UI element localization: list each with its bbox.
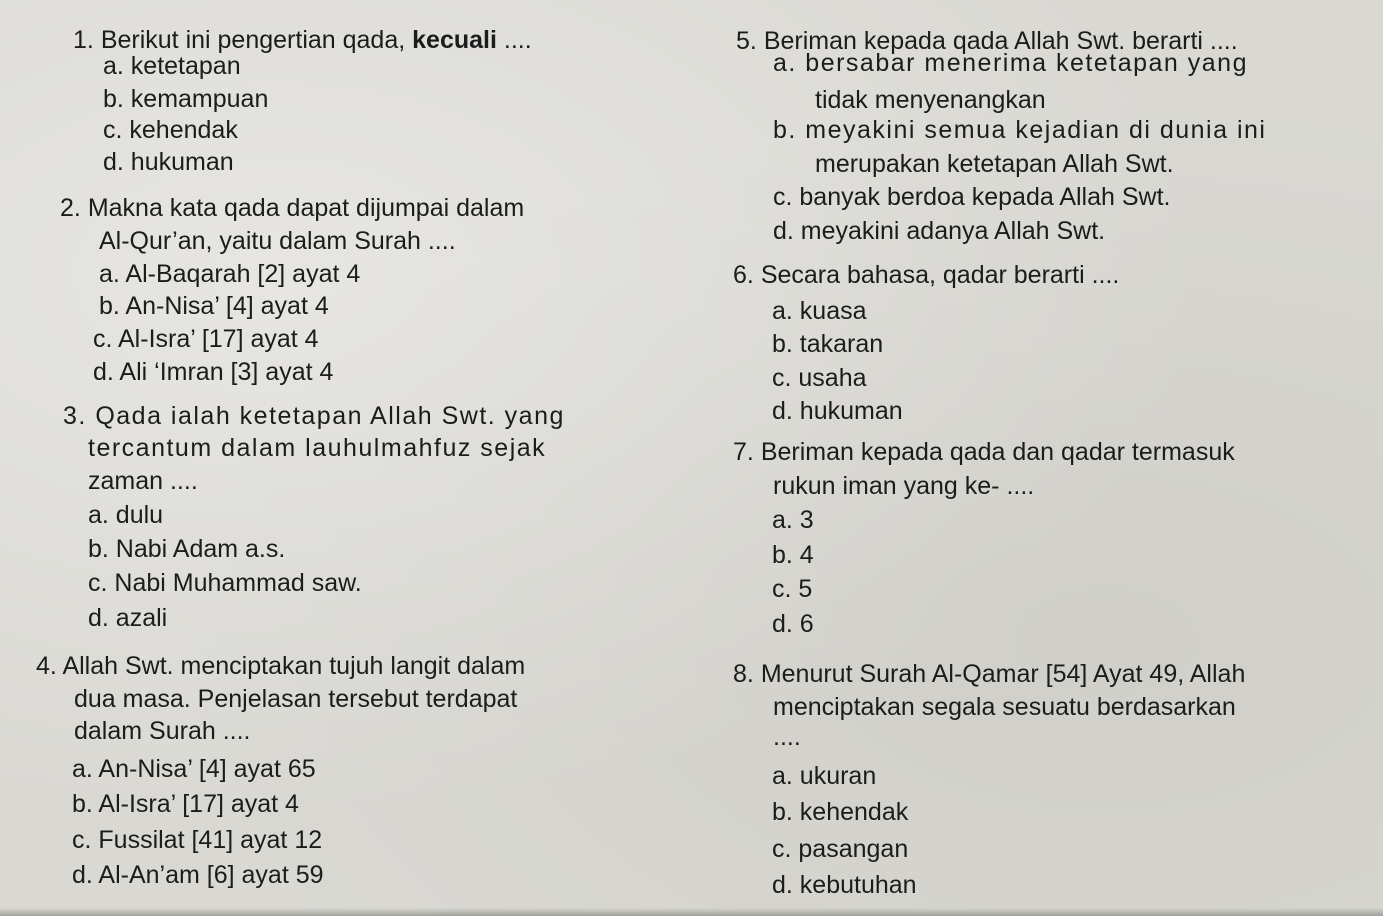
question-text-continued: .... [773,723,801,751]
option-d[interactable]: d. kebutuhan [772,871,917,899]
question-text-continued: Al-Qur’an, yaitu dalam Surah .... [99,227,456,255]
question-number: 6. [733,261,754,289]
question-text: Menurut Surah Al-Qamar [54] Ayat 49, Allah [760,660,1246,688]
question-3-stem [63,401,565,431]
question-number: 8. [733,660,754,688]
question-text-continued: rukun iman yang ke- .... [773,472,1035,500]
question-2-stem [60,193,524,223]
option-a[interactable]: a. An-Nisa’ [4] ayat 65 [72,755,316,783]
option-c[interactable]: c. kehendak [103,116,238,144]
option-d[interactable]: d. Ali ‘Imran [3] ayat 4 [93,358,334,386]
question-text-continued: dua masa. Penjelasan tersebut terdapat [74,685,518,713]
option-a-continued: tidak menyenangkan [815,86,1046,114]
option-b[interactable]: b. Nabi Adam a.s. [88,535,286,563]
option-c[interactable]: c. Al-Isra’ [17] ayat 4 [93,325,319,353]
option-c[interactable]: c. Nabi Muhammad saw. [88,569,362,597]
question-ellipsis: .... [503,26,532,54]
option-b-continued: merupakan ketetapan Allah Swt. [815,150,1174,178]
option-b[interactable]: b. takaran [772,330,884,358]
option-a[interactable]: a. Al-Baqarah [2] ayat 4 [99,260,361,288]
question-number: 1. [73,26,94,54]
page-bottom-edge [0,908,1383,916]
option-a[interactable]: a. bersabar menerima ketetapan yang [773,49,1248,77]
option-a[interactable]: a. dulu [88,501,164,529]
question-text-continued: menciptakan segala sesuatu berdasarkan [773,693,1236,721]
option-c[interactable]: c. 5 [772,575,813,603]
question-number: 5. [736,27,757,55]
option-b[interactable]: b. kemampuan [103,85,269,113]
option-d[interactable]: d. hukuman [103,148,234,176]
question-text: Berikut ini pengertian qada, [100,26,406,54]
question-8-stem [733,659,1245,689]
option-a[interactable]: a. ketetapan [103,52,241,80]
question-7-stem [733,437,1235,467]
question-text: Makna kata qada dapat dijumpai dalam [87,194,525,222]
question-text-continued: tercantum dalam lauhulmahfuz sejak [88,434,547,462]
question-emphasis: kecuali [412,26,497,54]
option-d[interactable]: d. hukuman [772,397,903,425]
option-d[interactable]: d. azali [88,604,168,632]
question-text-continued: dalam Surah .... [74,717,251,745]
option-c[interactable]: c. pasangan [772,835,909,863]
question-6-stem [733,260,1119,290]
option-a[interactable]: a. kuasa [772,297,867,325]
question-text: Beriman kepada qada dan qadar termasuk [760,438,1235,466]
option-d[interactable]: d. meyakini adanya Allah Swt. [773,217,1106,245]
question-number: 4. [36,652,57,680]
option-a[interactable]: a. 3 [772,506,814,534]
option-b[interactable]: b. kehendak [772,798,909,826]
option-d[interactable]: d. 6 [772,610,814,638]
option-d[interactable]: d. Al-An’am [6] ayat 59 [72,861,324,889]
option-a[interactable]: a. ukuran [772,762,877,790]
question-text-continued: zaman .... [88,467,198,495]
question-number: 7. [733,438,754,466]
option-b[interactable]: b. Al-Isra’ [17] ayat 4 [72,790,299,818]
question-4-stem [36,651,525,681]
option-c[interactable]: c. Fussilat [41] ayat 12 [72,826,323,854]
option-b[interactable]: b. An-Nisa’ [4] ayat 4 [99,292,329,320]
question-text: Secara bahasa, qadar berarti .... [760,261,1120,289]
question-text: Qada ialah ketetapan Allah Swt. yang [95,402,565,430]
option-c[interactable]: c. usaha [772,364,867,392]
question-text: Allah Swt. menciptakan tujuh langit dalam [62,652,526,680]
question-number: 3. [63,402,87,430]
option-b[interactable]: b. meyakini semua kejadian di dunia ini [773,116,1267,144]
option-c[interactable]: c. banyak berdoa kepada Allah Swt. [773,183,1171,211]
option-b[interactable]: b. 4 [772,541,814,569]
question-text: Beriman kepada qada Allah Swt. berarti .... [763,27,1238,55]
question-number: 2. [60,194,81,222]
